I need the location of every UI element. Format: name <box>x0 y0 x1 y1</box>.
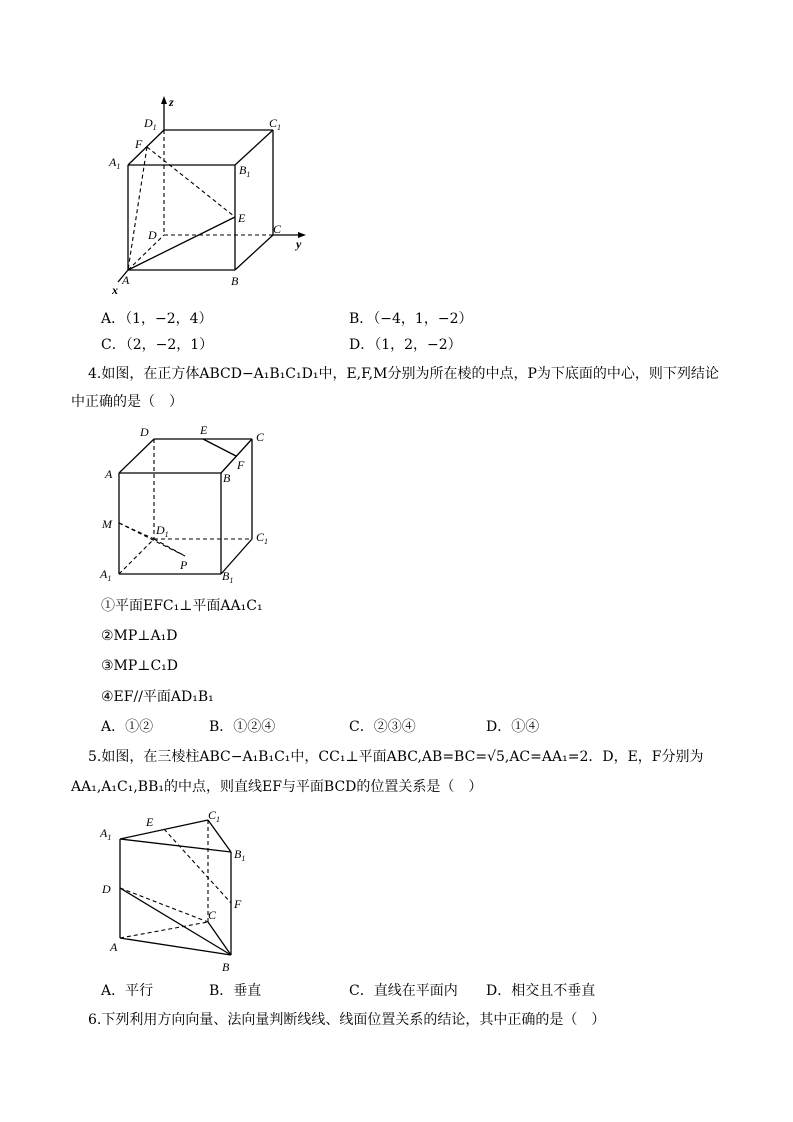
q5-option-c[interactable]: C．直线在平面内 <box>349 983 458 999</box>
q4-stem-line1: 4.如图，在正方体ABCD−A₁B₁C₁D₁中，E,F,M分别为所在棱的中点，P为下底面的中心，则下列结论 <box>88 366 719 382</box>
edge-bc <box>235 235 273 270</box>
q4-option-c[interactable]: C．②③④ <box>349 719 416 735</box>
label-m: M <box>102 517 112 531</box>
label-b1: $B_1$ <box>234 847 246 863</box>
label-f: F <box>135 137 143 151</box>
label-e: E <box>200 423 208 437</box>
label-c1: $C_1$ <box>256 530 269 546</box>
q4-statement-3: ③MP⊥C₁D <box>101 658 179 674</box>
segment-dc-hidden <box>120 888 208 922</box>
label-b: B <box>223 471 231 485</box>
label-c1: $C_1$ <box>208 808 221 824</box>
label-b1: $B_1$ <box>239 163 251 179</box>
segment-ae <box>128 217 235 270</box>
segment-md1-hidden <box>119 523 154 539</box>
segment-ef-hidden <box>164 829 231 903</box>
edge-ad-hidden <box>128 235 164 270</box>
edge-cb <box>208 922 231 955</box>
q4-option-a[interactable]: A．①② <box>101 719 154 735</box>
z-axis-arrow <box>161 96 167 104</box>
q4-statement-1: ①平面EFC₁⊥平面AA₁C₁ <box>101 598 263 614</box>
label-a: A <box>122 273 130 287</box>
q3-option-b[interactable]: B．（−4，1，−2） <box>349 311 473 327</box>
label-c: C <box>273 222 282 236</box>
q3-option-c[interactable]: C．（2，−2，1） <box>101 337 214 353</box>
figure-cube-coordinates <box>100 90 330 305</box>
q3-option-a[interactable]: A．（1，−2，4） <box>101 311 213 327</box>
figure-cube-midpoints <box>96 422 286 592</box>
q5-option-d[interactable]: D．相交且不垂直 <box>486 983 596 999</box>
q4-stem-line2: 中正确的是（ ） <box>71 394 183 410</box>
label-p: P <box>180 558 188 572</box>
label-e: E <box>238 211 246 225</box>
label-b: B <box>231 274 239 288</box>
label-f: F <box>237 458 245 472</box>
edge-a1d1-hidden <box>119 539 154 574</box>
q5-option-b[interactable]: B．垂直 <box>209 983 262 999</box>
edge-c1b1 <box>208 820 231 852</box>
segment-fe-hidden <box>147 147 235 217</box>
segment-ef <box>203 439 236 456</box>
label-b1: $B_1$ <box>222 569 234 585</box>
label-f: F <box>234 897 242 911</box>
label-b: B <box>222 960 230 974</box>
label-a1: $A_1$ <box>109 155 121 171</box>
label-d1: $D_1$ <box>156 523 169 539</box>
label-d1: $D_1$ <box>144 116 157 132</box>
q4-option-b[interactable]: B．①②④ <box>209 719 276 735</box>
segment-d1p-hidden <box>154 539 185 556</box>
q5-stem-line2: AA₁,A₁C₁,BB₁的中点，则直线EF与平面BCD的位置关系是（ ） <box>71 779 483 795</box>
label-e: E <box>146 815 154 829</box>
label-a1: $A_1$ <box>100 567 112 583</box>
edge-a1d1 <box>128 130 164 165</box>
label-c: C <box>256 430 265 444</box>
label-a: A <box>105 467 113 481</box>
label-d: D <box>102 882 111 896</box>
edge-ac-hidden <box>120 922 208 938</box>
q4-statement-2: ②MP⊥A₁D <box>101 628 178 644</box>
label-d: D <box>148 228 157 242</box>
edge-ad <box>119 439 154 473</box>
q4-statement-4: ④EF//平面AD₁B₁ <box>101 689 214 705</box>
q5-stem-line1: 5.如图，在三棱柱ABC−A₁B₁C₁中，CC₁⊥平面ABC,AB=BC=√5,AC=AA₁=2．D，E，F分别为 <box>88 749 704 765</box>
label-a: A <box>110 940 118 954</box>
label-c: C <box>208 908 217 922</box>
label-d: D <box>140 425 149 439</box>
figure-triangular-prism <box>96 805 266 977</box>
q3-option-d[interactable]: D．（1，2，−2） <box>349 337 462 353</box>
label-a1: $A_1$ <box>100 826 112 842</box>
edge-ab <box>120 938 231 955</box>
label-y: y <box>296 237 302 251</box>
q6-stem: 6.下列利用方向向量、法向量判断线线、线面位置关系的结论，其中正确的是（ ） <box>88 1012 606 1028</box>
q4-option-d[interactable]: D．①④ <box>486 719 540 735</box>
label-x: x <box>112 283 118 297</box>
label-c1: $C_1$ <box>269 116 282 132</box>
label-z: z <box>169 95 174 109</box>
edge-b1c1 <box>235 130 273 165</box>
q5-option-a[interactable]: A．平行 <box>101 983 154 999</box>
